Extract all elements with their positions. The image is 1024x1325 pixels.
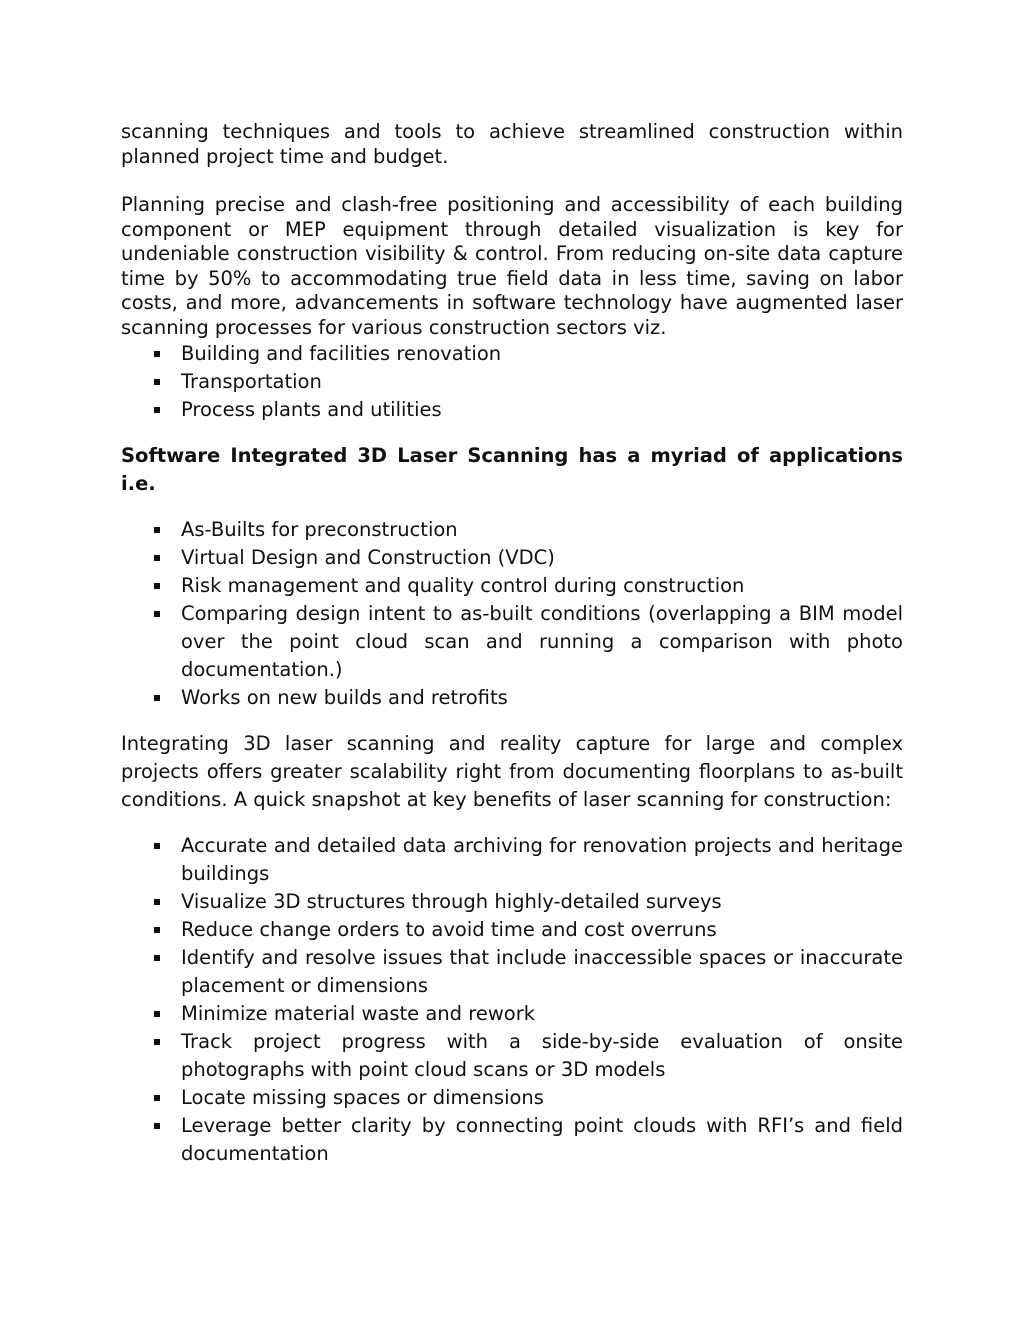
square-bullet-icon [154,583,160,589]
square-bullet-icon [154,843,160,849]
list-item: Visualize 3D structures through highly-detailed surveys [121,888,903,916]
square-bullet-icon [154,927,160,933]
list-item: Locate missing spaces or dimensions [121,1084,903,1112]
square-bullet-icon [154,407,160,413]
list-item: As-Builts for preconstruction [121,516,903,544]
square-bullet-icon [154,555,160,561]
applications-list [121,516,903,712]
square-bullet-icon [154,899,160,905]
benefits-list [121,832,903,1168]
list-item: Process plants and utilities [121,396,903,424]
square-bullet-icon [154,611,160,617]
list-item: Identify and resolve issues that include inaccessible spaces or inaccurate placement or dimensions [121,944,903,1000]
list-item: Comparing design intent to as-built conditions (overlapping a BIM model over the point cloud scan and running a comparison with photo documentation.) [121,600,903,684]
list-item: Virtual Design and Construction (VDC) [121,544,903,572]
list-item: Risk management and quality control during construction [121,572,903,600]
square-bullet-icon [154,379,160,385]
square-bullet-icon [154,1123,160,1129]
paragraph-continuation: scanning techniques and tools to achieve streamlined construction within planned project time and budget. [121,120,903,168]
list-item: Leverage better clarity by connecting point clouds with RFI’s and field documentation [121,1112,903,1168]
list-item: Transportation [121,368,903,396]
paragraph-integrating: Integrating 3D laser scanning and reality capture for large and complex projects offers greater scalability right from documenting floorplans to as-built conditions. A quick snapshot at key benefits of laser scanning for construction: [121,732,903,811]
list-item: Reduce change orders to avoid time and cost overruns [121,916,903,944]
list-item: Track project progress with a side-by-side evaluation of onsite photographs with point cloud scans or 3D models [121,1028,903,1084]
list-item: Accurate and detailed data archiving for renovation projects and heritage buildings [121,832,903,888]
sectors-list [121,340,903,424]
heading-applications: Software Integrated 3D Laser Scanning has a myriad of applications i.e. [121,444,903,495]
list-item: Building and facilities renovation [121,340,903,368]
paragraph-planning: Planning precise and clash-free positioning and accessibility of each building component or MEP equipment through detailed visualization is key for undeniable construction visibility & control. From reducing on-site data capture time by 50% to accommodating true field data in less time, saving on labor costs, and more, advancements in software technology have augmented laser scanning processes for various construction sectors viz. [121,193,903,339]
square-bullet-icon [154,1095,160,1101]
square-bullet-icon [154,695,160,701]
square-bullet-icon [154,1011,160,1017]
square-bullet-icon [154,955,160,961]
list-item: Works on new builds and retrofits [121,684,903,712]
square-bullet-icon [154,527,160,533]
list-item: Minimize material waste and rework [121,1000,903,1028]
square-bullet-icon [154,1039,160,1045]
square-bullet-icon [154,351,160,357]
document-page [121,120,903,1168]
